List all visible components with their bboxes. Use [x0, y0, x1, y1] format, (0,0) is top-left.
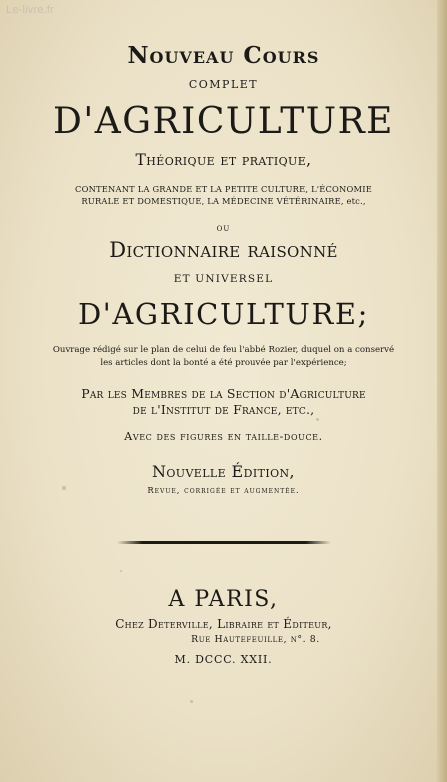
title-agriculture-2: D'AGRICULTURE;	[77, 297, 370, 331]
title-complet: COMPLET	[188, 78, 259, 91]
imprint-address: Rue Hautefeuille, n°. 8.	[191, 634, 320, 645]
figures-note: Avec des figures en taille-douce.	[124, 430, 323, 443]
imprint-place: A PARIS,	[168, 587, 279, 612]
contents-line-2: RURALE ET DOMESTIQUE, LA MÉDECINE VÉTÉRINAIRE, etc.,	[81, 196, 366, 206]
contents-line-1: CONTENANT LA GRANDE ET LA PETITE CULTURE, L'ÉCONOMIE	[75, 184, 372, 194]
edition-title: Nouvelle Édition,	[151, 462, 296, 481]
title-universel: ET UNIVERSEL	[173, 273, 274, 285]
title-dictionnaire: Dictionnaire raisonné	[109, 238, 338, 262]
foxing-spot	[62, 486, 66, 490]
authors-line-1: Par les Membres de la Section d'Agriculture	[81, 386, 366, 401]
authors-line-2: de l'Institut de France, etc.,	[132, 402, 315, 417]
foxing-spot	[316, 418, 319, 421]
conjunction-ou: OU	[216, 225, 231, 233]
description-line-2: les articles dont la bonté a été prouvée par l'expérience;	[100, 358, 347, 368]
foxing-spot	[120, 570, 122, 572]
title-agriculture: D'AGRICULTURE	[53, 101, 394, 142]
title-nouveau-cours: Nouveau Cours	[127, 42, 320, 69]
subtitle-theorique: Théorique et pratique,	[135, 151, 312, 169]
imprint-publisher: Chez Deterville, Libraire et Éditeur,	[115, 617, 332, 631]
watermark: Le-livre.fr	[6, 4, 55, 16]
description-line-1: Ouvrage rédigé sur le plan de celui de feu l'abbé Rozier, duquel on a conservé	[52, 345, 395, 355]
foxing-spot	[190, 700, 193, 703]
divider-rule	[117, 541, 331, 544]
imprint-date: M. DCCC. XXII.	[174, 653, 273, 666]
edition-note: Revue, corrigée et augmentée.	[147, 485, 300, 495]
